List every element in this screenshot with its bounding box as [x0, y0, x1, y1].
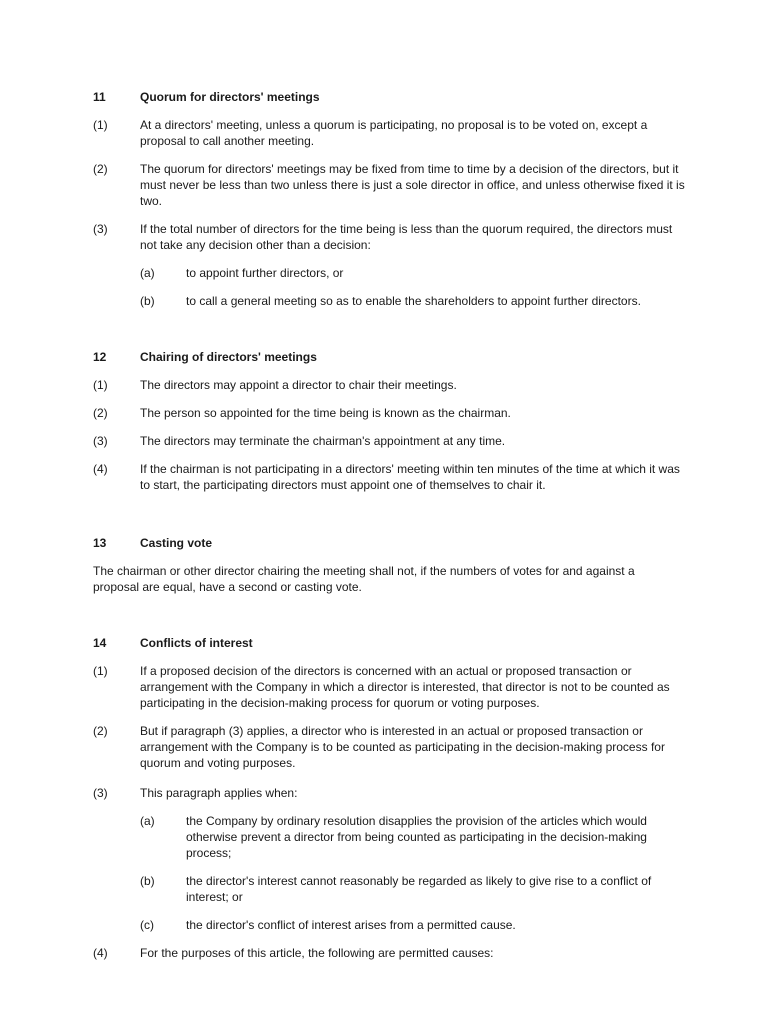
paragraph-number: (2)	[93, 162, 108, 176]
paragraph-number: (2)	[93, 724, 108, 738]
section-body-text: The chairman or other director chairing the meeting shall not, if the numbers of votes for and against a proposal are equal, have a second or casting vote.	[93, 564, 635, 594]
paragraph-number: (3)	[93, 222, 108, 236]
paragraph-text: If the total number of directors for the time being is less than the quorum required, the directors must not take any decision other than a decision:	[140, 222, 673, 252]
paragraph-number: (2)	[93, 406, 108, 420]
paragraph-text: But if paragraph (3) applies, a director who is interested in an actual or proposed transaction or arrangement with the Company is to be counted as participating in the decision-making process for quorum and voting purposes.	[140, 724, 665, 770]
section-title: Casting vote	[140, 536, 213, 550]
sub-paragraph-text: the director's conflict of interest arises from a permitted cause.	[186, 918, 516, 932]
sub-paragraph-text: to appoint further directors, or	[186, 266, 344, 280]
section-title: Chairing of directors' meetings	[140, 350, 317, 364]
paragraph-number: (3)	[93, 434, 108, 448]
paragraph-number: (1)	[93, 664, 108, 678]
sub-paragraph-number: (b)	[140, 874, 155, 888]
paragraph-text: The person so appointed for the time being is known as the chairman.	[140, 406, 511, 420]
paragraph-number: (4)	[93, 462, 108, 476]
section-number: 12	[93, 350, 107, 364]
sub-paragraph-text: to call a general meeting so as to enable the shareholders to appoint further directors.	[186, 294, 641, 308]
paragraph-text: The directors may terminate the chairman's appointment at any time.	[140, 434, 506, 448]
sub-paragraph-number: (a)	[140, 266, 155, 280]
section-number: 14	[93, 636, 107, 650]
paragraph-text: If the chairman is not participating in a directors' meeting within ten minutes of the time at which it was to start, the participating directors must appoint one of themselves to chair it.	[140, 462, 680, 492]
sub-paragraph-number: (c)	[140, 918, 154, 932]
paragraph-text: This paragraph applies when:	[140, 786, 298, 800]
paragraph-text: For the purposes of this article, the following are permitted causes:	[140, 946, 494, 960]
section-number: 11	[93, 90, 106, 104]
sub-paragraph-number: (a)	[140, 814, 155, 828]
section-title: Quorum for directors' meetings	[140, 90, 320, 104]
paragraph-text: At a directors' meeting, unless a quorum is participating, no proposal is to be voted on, except a proposal to call another meeting.	[140, 118, 648, 148]
paragraph-number: (3)	[93, 786, 108, 800]
section-title: Conflicts of interest	[140, 636, 253, 650]
paragraph-text: If a proposed decision of the directors is concerned with an actual or proposed transaction or arrangement with the Company in which a director is interested, that director is not to be counted as participating in the decision-making process for quorum or voting purposes.	[140, 664, 670, 710]
paragraph-text: The directors may appoint a director to chair their meetings.	[140, 378, 457, 392]
sub-paragraph-text: the Company by ordinary resolution disapplies the provision of the articles which would otherwise prevent a director from being counted as participating in the decision-making process;	[186, 814, 647, 860]
paragraph-text: The quorum for directors' meetings may be fixed from time to time by a decision of the directors, but it must never be less than two unless there is just a sole director in office, and unless otherwise fixed it is two.	[140, 162, 685, 208]
paragraph-number: (1)	[93, 378, 108, 392]
section-number: 13	[93, 536, 107, 550]
paragraph-number: (1)	[93, 118, 108, 132]
sub-paragraph-number: (b)	[140, 294, 155, 308]
paragraph-number: (4)	[93, 946, 108, 960]
sub-paragraph-text: the director's interest cannot reasonably be regarded as likely to give rise to a conflict of interest; or	[186, 874, 652, 904]
